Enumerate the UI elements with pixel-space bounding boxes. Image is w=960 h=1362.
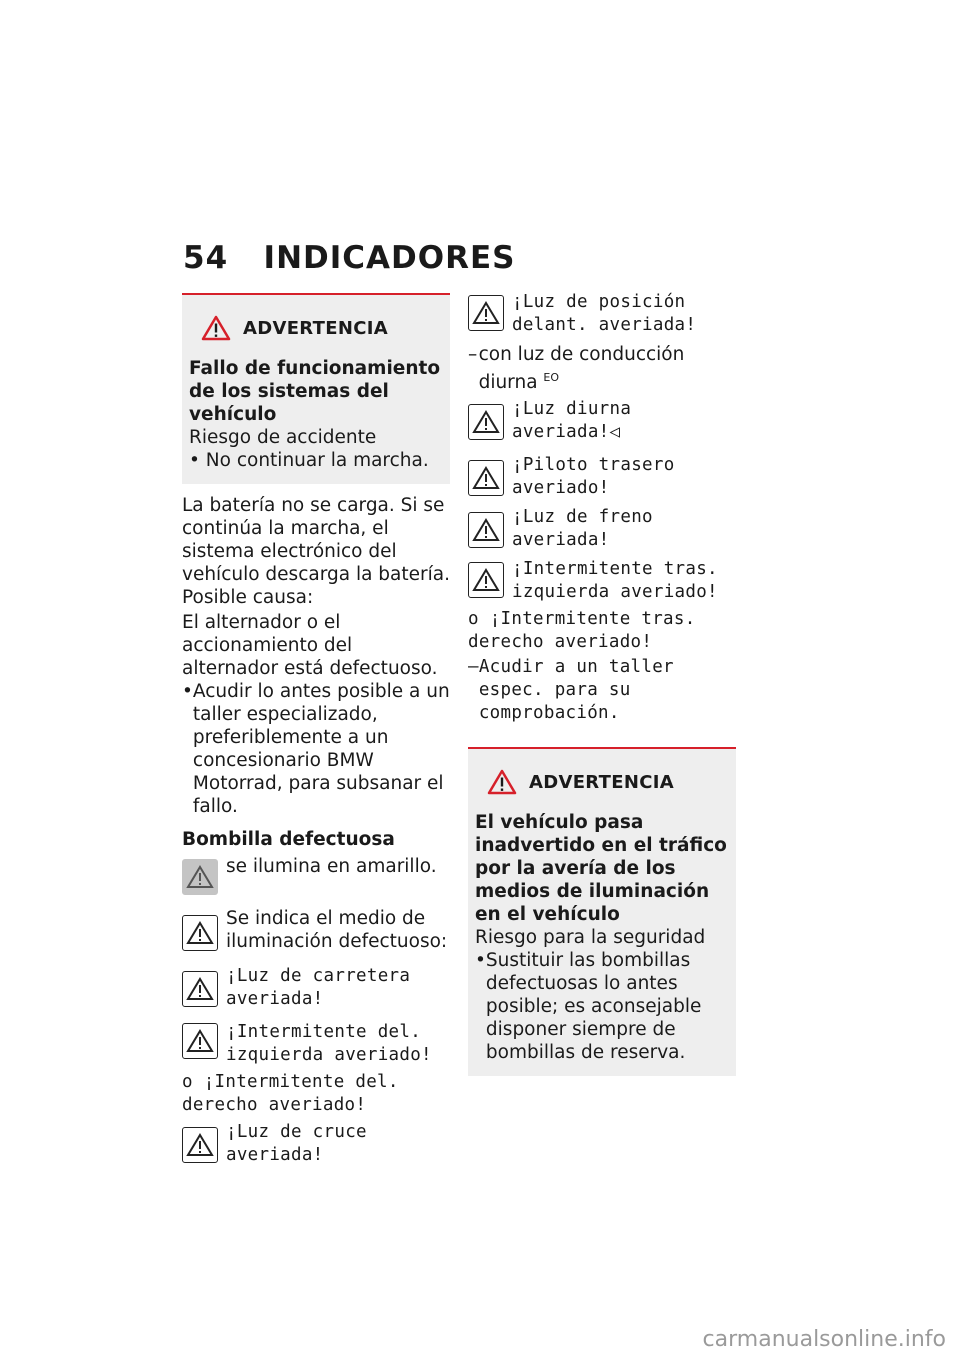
right-column [468,291,736,1076]
drl-label: con luz de conducción diurna [478,344,685,394]
general-warning-icon [468,512,504,548]
drl-item [468,343,736,394]
msg-row-turn-right-rear [468,608,736,654]
drl-superscript: EO [543,371,560,384]
msg-row-drl [468,398,736,448]
warning-box-lighting [468,747,736,1076]
warning-instruction: • No continuar la marcha. [189,450,429,471]
or-label: o [182,1072,193,1092]
msg-turn-left-front: ¡Intermitente del. izquierda averiado! [226,1022,432,1065]
msg-brake-light: ¡Luz de freno averiada! [512,507,653,551]
msg-turn-right-rear: ¡Intermitente tras. derecho averiado! [468,609,696,653]
msg-row-low-beam [182,1121,450,1173]
workshop-text: Acudir a un taller espec. para su comprobación. [478,657,674,724]
bulb-row-indicated [182,907,450,961]
action-text: Acudir lo antes posible a un taller especializado, preferiblemente a un concesionario BMW Motorrad, para subsanar el fallo. [192,681,450,817]
page-title [183,240,515,276]
warning-triangle-icon [201,315,231,341]
msg-high-beam: ¡Luz de carretera averiada! [226,966,411,1009]
general-warning-icon [468,404,504,440]
msg-front-position: ¡Luz de posición delant. averiada! [512,292,697,335]
warning-label: ADVERTENCIA [529,771,674,793]
warning-instruction-text: Sustituir las bombillas defectuosas lo antes posible; es aconsejable disponer siempre de bombillas de reserva. [485,950,702,1064]
bulb-indicated-text: Se indica el medio de iluminación defectuoso: [226,908,448,952]
warning-label: ADVERTENCIA [243,317,388,339]
general-warning-icon [468,295,504,331]
msg-row-turn-left-rear [468,558,736,608]
warning-header [189,315,442,341]
bulb-heading: Bombilla defectuosa [182,829,395,850]
warning-title: Fallo de funcionamiento de los sistemas del vehículo [189,358,441,425]
warning-box-battery [182,293,450,484]
msg-turn-right-front: ¡Intermitente del. derecho averiado! [182,1072,399,1115]
general-warning-icon [182,1023,218,1059]
cause-text: El alternador o el accionamiento del alternador está defectuoso. [182,612,438,679]
msg-row-turn-right-front [182,1071,450,1117]
general-warning-icon [182,971,218,1007]
chapter-title: INDICADORES [263,240,516,276]
warning-instruction [475,949,728,1064]
general-warning-icon [468,562,504,598]
general-warning-icon [182,1127,218,1163]
msg-rear-light: ¡Piloto trasero averiado! [512,455,675,499]
bullet-dot: • [182,681,193,702]
watermark: carmanualsonline.info [702,1327,946,1352]
page-number: 54 [183,240,229,276]
msg-drl: ¡Luz diurna averiada!◁ [512,399,632,443]
warning-header [475,769,728,795]
general-warning-icon [182,915,218,951]
bulb-row-amber [182,851,450,903]
left-column [182,293,450,1173]
msg-row-brake-light [468,506,736,556]
or-label: o [468,609,479,630]
dash: – [468,344,478,365]
warning-title: El vehículo pasa inadvertido en el tráfico por la avería de los medios de iluminación en el vehículo [475,812,727,926]
workshop-item [468,656,736,725]
warning-triangle-icon [487,769,517,795]
warning-risk: Riesgo para la seguridad [475,927,706,949]
dash: – [468,657,479,678]
warning-risk: Riesgo de accidente [189,427,377,448]
drl-text [479,343,736,394]
bulb-lights-text: se ilumina en amarillo. [226,856,437,877]
msg-row-front-position [468,291,736,341]
general-warning-icon [468,460,504,496]
msg-turn-left-rear: ¡Intermitente tras. izquierda averiado! [512,559,718,603]
general-warning-icon [182,859,218,895]
msg-row-rear-light [468,454,736,504]
cause-label: Posible causa: [182,587,314,608]
msg-row-turn-left-front [182,1021,450,1071]
msg-low-beam: ¡Luz de cruce averiada! [226,1122,367,1165]
bullet-dot: • [475,950,486,972]
msg-row-high-beam [182,965,450,1017]
action-item [182,680,450,818]
battery-paragraph: La batería no se carga. Si se continúa la marcha, el sistema electrónico del vehículo descarga la batería. [182,495,450,585]
